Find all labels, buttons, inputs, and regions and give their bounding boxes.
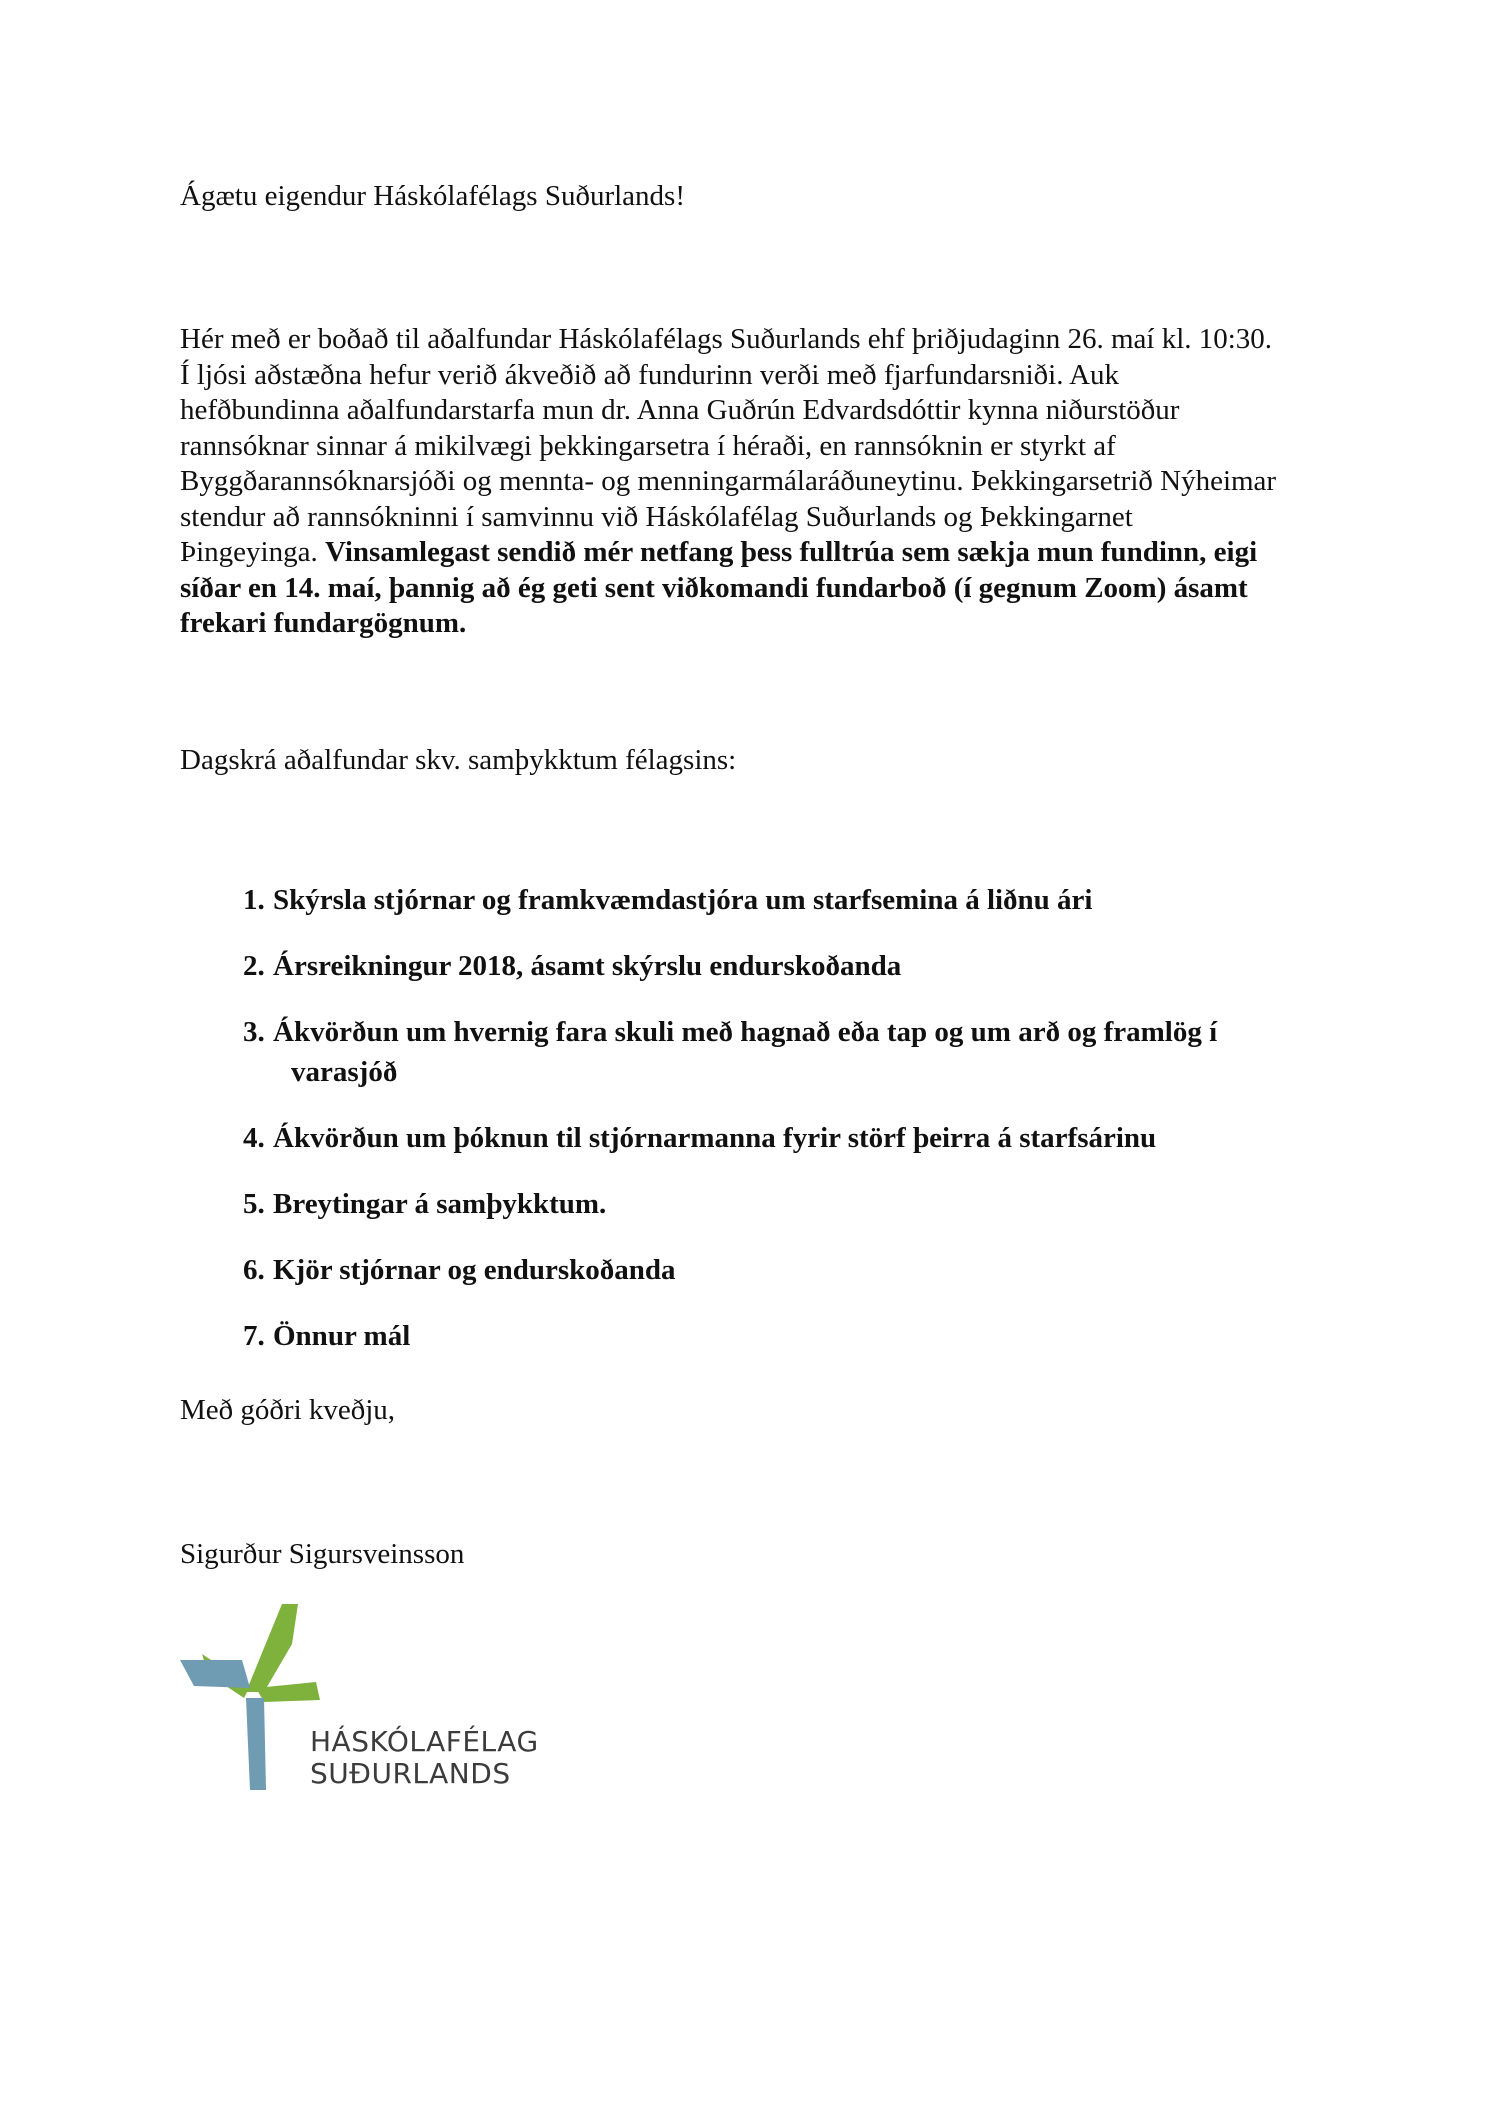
agenda-text	[273, 1012, 1343, 1092]
logo-line: SUÐURLANDS	[310, 1757, 511, 1790]
body-paragraph	[180, 322, 1340, 642]
agenda-item	[243, 1012, 1343, 1092]
agenda-text: Breytingar á samþykktum.	[273, 1188, 607, 1220]
body-line-plain: Þingeyinga.	[180, 536, 325, 568]
agenda-item	[243, 1250, 1343, 1290]
agenda-number: 3.	[243, 1016, 265, 1048]
agenda-item	[243, 1118, 1343, 1158]
body-bold-line: síðar en 14. maí, þannig að ég geti sent viðkomandi fundarboð (í gegnum Zoom) ásamt	[180, 571, 1248, 604]
agenda-item	[243, 880, 1343, 920]
body-line-bold: Vinsamlegast sendið mér netfang þess fulltrúa sem sækja mun fundinn, eigi	[325, 536, 1258, 568]
agenda-item	[243, 1316, 1343, 1356]
greeting: Ágætu eigendur Háskólafélags Suðurlands!	[180, 180, 685, 212]
agenda-number: 2.	[243, 950, 265, 982]
body-line: Byggðarannsóknarsjóði og mennta- og menningarmálaráðuneytinu. Þekkingarsetrið Nýheimar	[180, 465, 1277, 497]
logo	[180, 1604, 540, 1804]
agenda-text: Kjör stjórnar og endurskoðanda	[273, 1254, 676, 1286]
agenda-item	[243, 1184, 1343, 1224]
signature: Sigurður Sigursveinsson	[180, 1538, 465, 1570]
agenda-text: Skýrsla stjórnar og framkvæmdastjóra um starfsemina á liðnu ári	[273, 884, 1093, 916]
agenda-text: Ákvörðun um þóknun til stjórnarmanna fyrir störf þeirra á starfsárinu	[273, 1122, 1157, 1154]
logo-star-icon	[180, 1604, 320, 1794]
agenda-text: Ársreikningur 2018, ásamt skýrslu endurskoðanda	[273, 950, 902, 982]
logo-text	[310, 1726, 539, 1790]
agenda-number: 7.	[243, 1320, 265, 1352]
agenda-number: 5.	[243, 1188, 265, 1220]
logo-leaf-blue-left	[180, 1660, 250, 1688]
closing: Með góðri kveðju,	[180, 1394, 396, 1426]
logo-line: HÁSKÓLAFÉLAG	[310, 1725, 539, 1758]
body-line: Í ljósi aðstæðna hefur verið ákveðið að fundurinn verði með fjarfundarsniði. Auk	[180, 358, 1120, 391]
agenda-text-line: Ákvörðun um hvernig fara skuli með hagnað eða tap og um arð og framlög í	[273, 1016, 1218, 1048]
body-line	[180, 535, 1340, 571]
agenda-intro: Dagskrá aðalfundar skv. samþykktum félagsins:	[180, 744, 737, 776]
agenda-number: 1.	[243, 884, 265, 916]
body-bold-line: frekari fundargögnum.	[180, 607, 467, 639]
agenda-list	[243, 880, 1343, 1382]
agenda-text-line: varasjóð	[291, 1056, 398, 1088]
body-line: Hér með er boðað til aðalfundar Háskólafélags Suðurlands ehf þriðjudaginn 26. maí kl. 10:30.	[180, 323, 1273, 355]
body-line: rannsóknar sinnar á mikilvægi þekkingarsetra í héraði, en rannsóknin er styrkt af	[180, 429, 1116, 462]
agenda-item	[243, 946, 1343, 986]
agenda-number: 4.	[243, 1122, 265, 1154]
body-line: hefðbundinna aðalfundarstarfa mun dr. Anna Guðrún Edvardsdóttir kynna niðurstöður	[180, 394, 1180, 426]
agenda-text: Önnur mál	[273, 1320, 411, 1352]
logo-leaf-green-top	[246, 1604, 298, 1692]
agenda-number: 6.	[243, 1254, 265, 1286]
logo-leaf-blue-bottom	[246, 1698, 266, 1790]
body-line: stendur að rannsókninni í samvinnu við Háskólafélag Suðurlands og Þekkingarnet	[180, 500, 1133, 533]
